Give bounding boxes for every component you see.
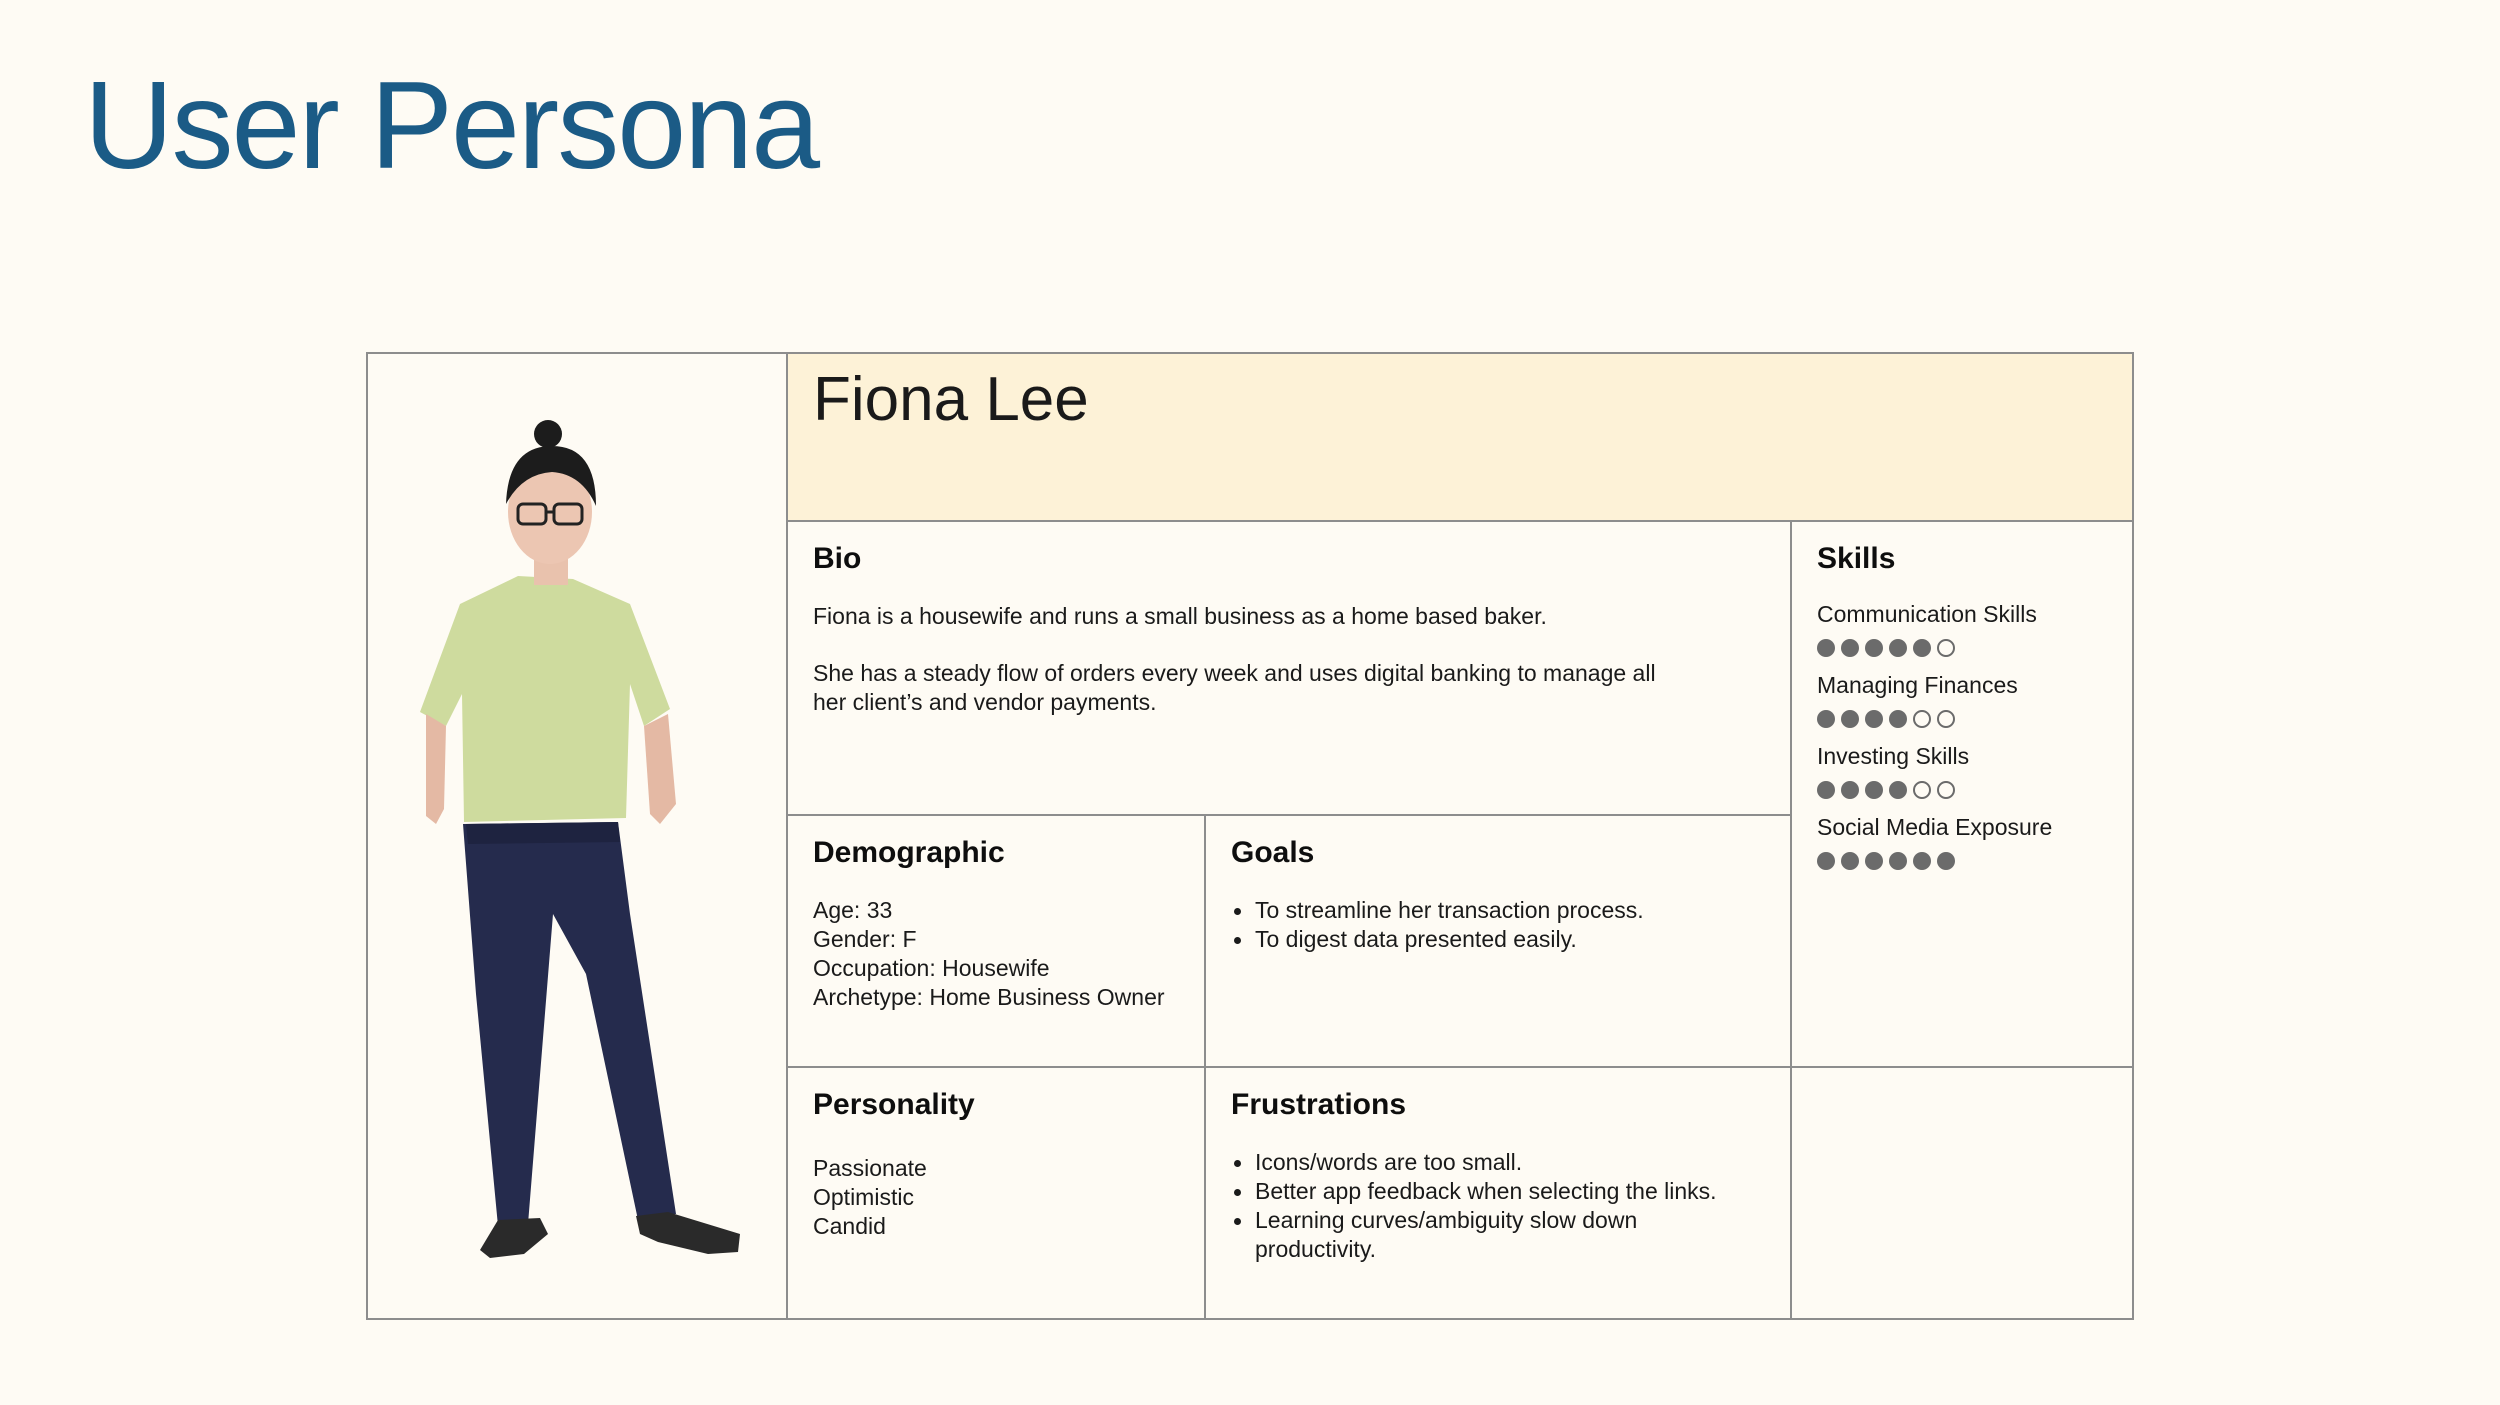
skill-rating — [1817, 852, 2117, 870]
bio-paragraph: Fiona is a housewife and runs a small business as a home based baker. — [813, 603, 1547, 629]
skill-item — [1817, 813, 2117, 870]
personality-trait: Passionate — [813, 1155, 927, 1181]
rating-dot-filled — [1841, 639, 1859, 657]
goals-title: Goals — [1231, 836, 1315, 869]
personality-section — [788, 1068, 1204, 1318]
skill-item — [1817, 671, 2117, 728]
rating-dot-filled — [1889, 781, 1907, 799]
bio-title: Bio — [813, 542, 862, 575]
name-header — [788, 354, 2132, 520]
demographic-text — [813, 896, 1165, 1012]
rating-dot-filled — [1913, 639, 1931, 657]
demographic-line: Age: 33 — [813, 897, 893, 923]
skill-label: Communication Skills — [1817, 601, 2037, 627]
persona-name: Fiona Lee — [813, 365, 1089, 434]
rating-dot-filled — [1817, 852, 1835, 870]
rating-dot-filled — [1817, 639, 1835, 657]
goal-item: To digest data presented easily. — [1231, 925, 1771, 954]
personality-trait: Candid — [813, 1213, 886, 1239]
rating-dot-empty — [1937, 781, 1955, 799]
page-title: User Persona — [84, 57, 819, 195]
skills-list — [1817, 600, 2117, 884]
rating-dot-filled — [1865, 781, 1883, 799]
demographic-line: Gender: F — [813, 926, 917, 952]
rating-dot-filled — [1817, 781, 1835, 799]
personality-text — [813, 1154, 927, 1241]
persona-photo — [368, 354, 786, 1318]
rating-dot-filled — [1817, 710, 1835, 728]
rating-dot-empty — [1913, 710, 1931, 728]
personality-title: Personality — [813, 1088, 975, 1121]
rating-dot-filled — [1937, 852, 1955, 870]
skills-title: Skills — [1817, 542, 1896, 575]
skill-item — [1817, 742, 2117, 799]
rating-dot-empty — [1937, 639, 1955, 657]
bio-paragraph: She has a steady flow of orders every week and uses digital banking to manage all her client’s and vendor payments. — [813, 660, 1656, 715]
demographic-line: Archetype: Home Business Owner — [813, 984, 1165, 1010]
goals-text — [1231, 896, 1771, 954]
persona-card — [366, 352, 2134, 1320]
demographic-section — [788, 816, 1204, 1066]
empty-cell — [1792, 1068, 2132, 1318]
photo-panel — [368, 354, 786, 1318]
frustrations-text — [1231, 1148, 1751, 1264]
skill-rating — [1817, 639, 2117, 657]
rating-dot-filled — [1841, 852, 1859, 870]
rating-dot-filled — [1889, 639, 1907, 657]
skill-label: Investing Skills — [1817, 743, 1970, 769]
skill-label: Social Media Exposure — [1817, 814, 2053, 840]
skills-section — [1792, 522, 2132, 1066]
rating-dot-filled — [1841, 710, 1859, 728]
frustrations-title: Frustrations — [1231, 1088, 1407, 1121]
rating-dot-empty — [1937, 710, 1955, 728]
rating-dot-filled — [1865, 710, 1883, 728]
goal-item: To streamline her transaction process. — [1231, 896, 1771, 925]
rating-dot-filled — [1913, 852, 1931, 870]
frustration-item: Better app feedback when selecting the links. — [1231, 1177, 1751, 1206]
rating-dot-filled — [1865, 852, 1883, 870]
rating-dot-filled — [1865, 639, 1883, 657]
frustration-item: Learning curves/ambiguity slow down productivity. — [1231, 1206, 1751, 1264]
skill-item — [1817, 600, 2117, 657]
rating-dot-filled — [1889, 710, 1907, 728]
goals-section — [1206, 816, 1790, 1066]
bio-section — [788, 522, 1790, 814]
rating-dot-filled — [1889, 852, 1907, 870]
skill-rating — [1817, 781, 2117, 799]
rating-dot-empty — [1913, 781, 1931, 799]
rating-dot-filled — [1841, 781, 1859, 799]
demographic-title: Demographic — [813, 836, 1005, 869]
demographic-line: Occupation: Housewife — [813, 955, 1050, 981]
frustrations-section — [1206, 1068, 1790, 1318]
skill-rating — [1817, 710, 2117, 728]
skill-label: Managing Finances — [1817, 672, 2018, 698]
bio-text — [813, 602, 1673, 717]
frustration-item: Icons/words are too small. — [1231, 1148, 1751, 1177]
personality-trait: Optimistic — [813, 1184, 914, 1210]
